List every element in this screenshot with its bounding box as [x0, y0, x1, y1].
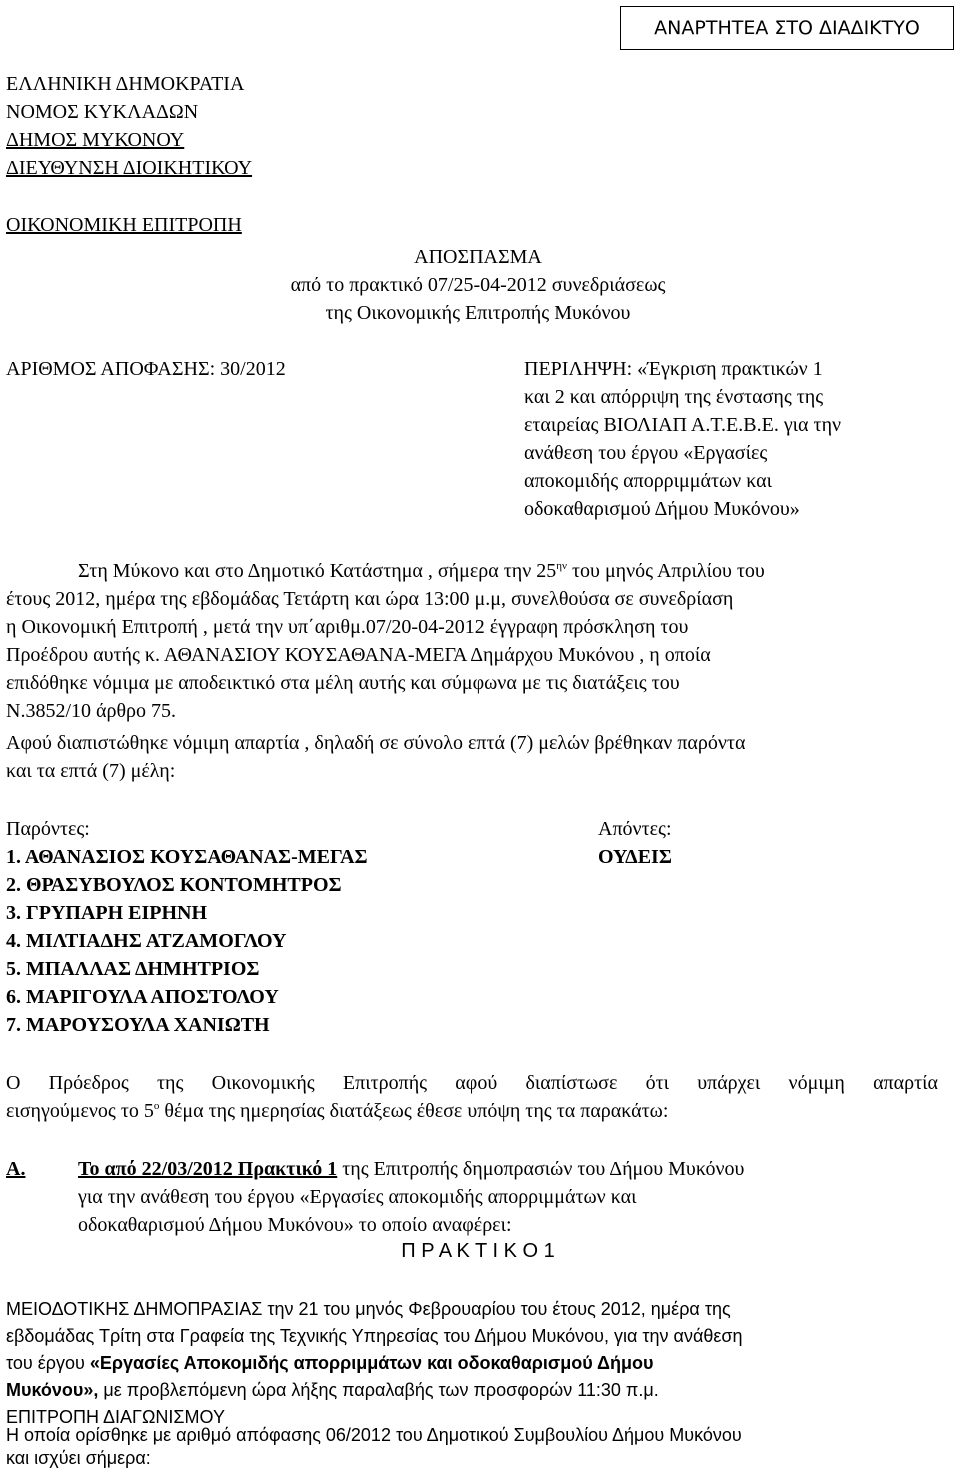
minutes-line-6: Η οποία ορίσθηκε με αριθμό απόφασης 06/2012 του Δημοτικού Συμβουλίου Δήμου Μυκόνου — [6, 1425, 742, 1445]
summary-line-2: και 2 και απόρριψη της ένστασης της — [524, 386, 824, 408]
summary-line-3: εταιρείας ΒΙΟΛΙΑΠ Α.Τ.Ε.Β.Ε. για την — [524, 414, 842, 436]
intro-line-3: η Οικονομική Επιτροπή , μετά την υπ΄αριθμ.07/20-04-2012 έγγραφη πρόσκληση του — [6, 616, 689, 638]
present-member: 2. ΘΡΑΣΥΒΟΥΛΟΣ ΚΟΝΤΟΜΗΤΡΟΣ — [6, 874, 342, 896]
intro-line-2: έτους 2012, ημέρα της εβδομάδας Τετάρτη και ώρα 13:00 μ.μ, συνελθούσα σε συνεδρίαση — [6, 588, 734, 610]
minutes-line-4: Μυκόνου», με προβλεπόμενη ώρα λήξης παραλαβής των προσφορών 11:30 π.μ. — [6, 1380, 659, 1400]
section-a-line-2: για την ανάθεση του έργου «Εργασίες αποκομιδής απορριμμάτων και — [78, 1186, 637, 1208]
intro-line-8: και τα επτά (7) μέλη: — [6, 760, 176, 782]
section-a-line-1: Το από 22/03/2012 Πρακτικό 1 της Επιτροπής δημοπρασιών του Δήμου Μυκόνου — [78, 1158, 745, 1180]
present-member: 3. ΓΡΥΠΑΡΗ ΕΙΡΗΝΗ — [6, 902, 208, 924]
intro-line-5: επιδόθηκε νόμιμα με αποδεικτικό στα μέλη αυτής και σύμφωνα με τις διατάξεις του — [6, 672, 680, 694]
present-label: Παρόντες: — [6, 818, 90, 840]
intro-line-7: Αφού διαπιστώθηκε νόμιμη απαρτία , δηλαδή σε σύνολο επτά (7) μελών βρέθηκαν παρόντα — [6, 732, 746, 754]
intro-line-1: Στη Μύκονο και στο Δημοτικό Κατάστημα , σήμερα την $25^{\eta\nu}$ του μηνός Απριλίου του — [78, 560, 765, 582]
summary-line-1: ΠΕΡΙΛΗΨΗ: «Έγκριση πρακτικών 1 — [524, 358, 823, 380]
header-prefecture: ΝΟΜΟΣ ΚΥΚΛΑΔΩΝ — [6, 101, 199, 123]
summary-line-4: ανάθεση του έργου «Εργασίες — [524, 442, 768, 464]
absent-label: Απόντες: — [598, 818, 672, 840]
minutes-line-3: του έργου «Εργασίες Αποκομιδής απορριμμάτων και οδοκαθαρισμού Δήμου — [6, 1353, 654, 1373]
chair-line-1: Ο Πρόεδρος της Οικονομικής Επιτροπής αφού διαπίστωσε ότι υπάρχει νόμιμη απαρτία — [6, 1072, 938, 1094]
excerpt-line-2: της Οικονομικής Επιτροπής Μυκόνου — [325, 302, 631, 324]
minutes-line-2: εβδομάδας Τρίτη στα Γραφεία της Τεχνικής Υπηρεσίας του Δήμου Μυκόνου, για την ανάθεση — [6, 1326, 743, 1346]
absent-value: ΟΥΔΕΙΣ — [598, 846, 672, 868]
section-a-reference: Το από 22/03/2012 Πρακτικό 1 — [78, 1158, 338, 1180]
summary-line-6: οδοκαθαρισμού Δήμου Μυκόνου» — [524, 498, 800, 520]
excerpt-title: ΑΠΟΣΠΑΣΜΑ — [414, 246, 542, 268]
present-member: 6. ΜΑΡΙΓΟΥΛΑ ΑΠΟΣΤΟΛΟΥ — [6, 986, 279, 1008]
section-a-line-3: οδοκαθαρισμού Δήμου Μυκόνου» το οποίο αναφέρει: — [78, 1214, 512, 1236]
intro-line-6: Ν.3852/10 άρθρο 75. — [6, 700, 177, 722]
section-a-letter: Α. — [6, 1158, 26, 1180]
summary-line-5: αποκομιδής απορριμμάτων και — [524, 470, 772, 492]
project-title: «Εργασίες Αποκομιδής απορριμμάτων και οδοκαθαρισμού Δήμου — [89, 1353, 654, 1373]
minutes-line-7: και ισχύει σήμερα: — [6, 1448, 151, 1468]
minutes-line-1: ΜΕΙΟΔΟΤΙΚΗΣ ΔΗΜΟΠΡΑΣΙΑΣ την 21 του μηνός Φεβρουαρίου του έτους 2012, ημέρα της — [6, 1299, 731, 1319]
header-committee: ΟΙΚΟΝΟΜΙΚΗ ΕΠΙΤΡΟΠΗ — [6, 214, 242, 236]
intro-line-4: Προέδρου αυτής κ. ΑΘΑΝΑΣΙΟΥ ΚΟΥΣΑΘΑΝΑ-ΜΕΓΑ Δημάρχου Μυκόνου , η οποία — [6, 644, 711, 666]
present-member: 7. ΜΑΡΟΥΣΟΥΛΑ ΧΑΝΙΩΤΗ — [6, 1014, 270, 1036]
present-member: 1. ΑΘΑΝΑΣΙΟΣ ΚΟΥΣΑΘΑΝΑΣ-ΜΕΓΑΣ — [6, 846, 368, 868]
present-member: 4. ΜΙΛΤΙΑΔΗΣ ΑΤΖΑΜΟΓΛΟΥ — [6, 930, 287, 952]
minutes-line-5: ΕΠΙΤΡΟΠΗ ΔΙΑΓΩΝΙΣΜΟΥ — [6, 1407, 225, 1427]
decision-number: ΑΡΙΘΜΟΣ ΑΠΟΦΑΣΗΣ: 30/2012 — [6, 358, 286, 380]
summary-label: ΠΕΡΙΛΗΨΗ: — [524, 358, 633, 380]
chair-line-2: εισηγούμενος το $5^o$ θέμα της ημερησίας διατάξεως έθεσε υπόψη της τα παρακάτω: — [6, 1100, 669, 1122]
publication-badge: ΑΝΑΡΤΗΤΕΑ ΣΤΟ ΔΙΑΔΙΚΤΥΟ — [620, 6, 954, 50]
header-municipality: ΔΗΜΟΣ ΜΥΚΟΝΟΥ — [6, 129, 185, 151]
header-republic: ΕΛΛΗΝΙΚΗ ΔΗΜΟΚΡΑΤΙΑ — [6, 73, 245, 95]
present-member: 5. ΜΠΑΛΛΑΣ ΔΗΜΗΤΡΙΟΣ — [6, 958, 260, 980]
minutes-heading: Π Ρ Α Κ Τ Ι Κ Ο 1 — [401, 1240, 555, 1262]
header-directorate: ΔΙΕΥΘΥΝΣΗ ΔΙΟΙΚΗΤΙΚΟΥ — [6, 157, 253, 179]
excerpt-line-1: από το πρακτικό 07/25-04-2012 συνεδριάσεως — [290, 274, 666, 296]
